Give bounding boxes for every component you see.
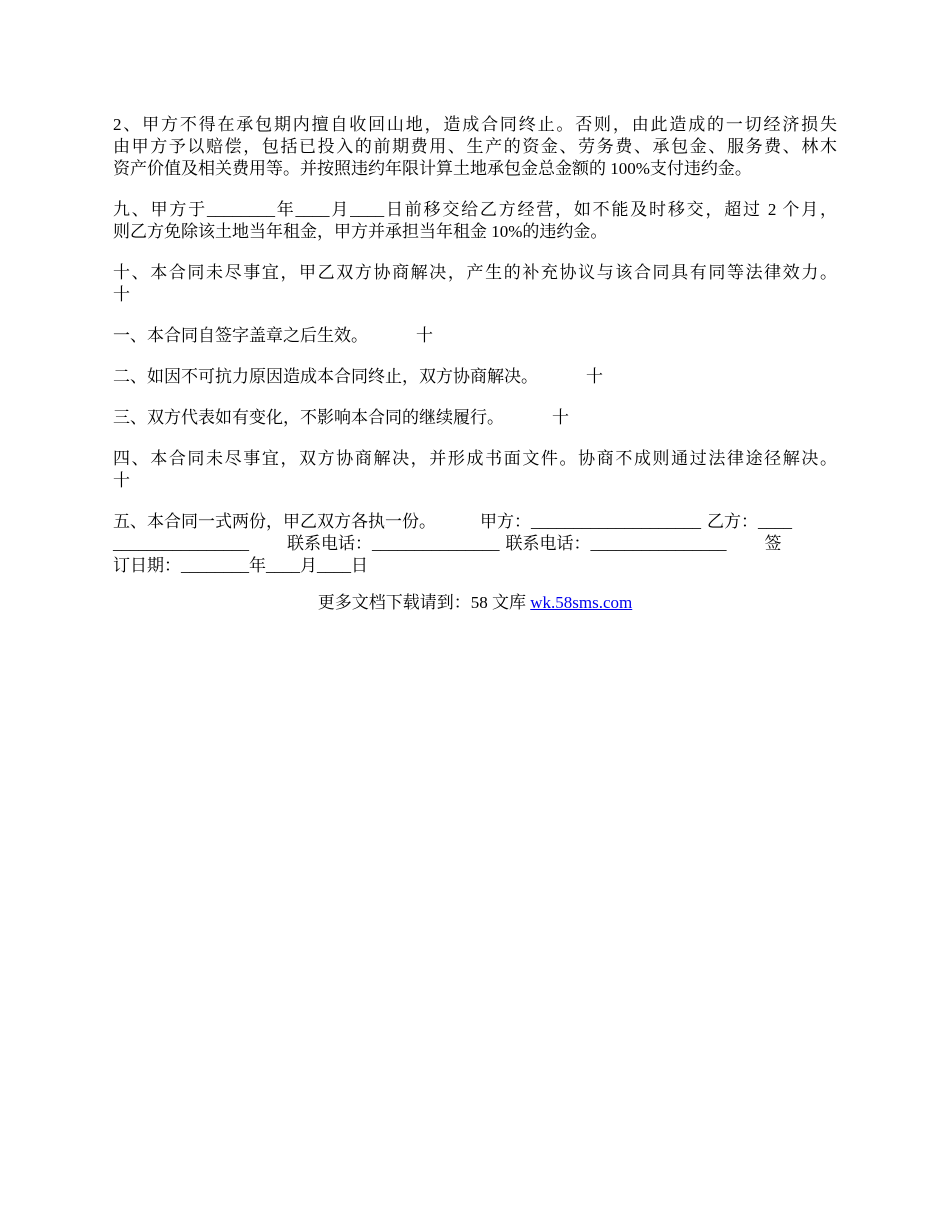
phone-b-label: 联系电话：________________ (505, 534, 727, 553)
clause-11-text: 一、本合同自签字盖章之后生效。 (113, 326, 368, 345)
clause-15-text: 五、本合同一式两份，甲乙双方各执一份。 (113, 512, 436, 531)
clause-2-line-3: 资产价值及相关费用等。并按照违约年限计算土地承包金总金额的 100%支付违约金。 (113, 159, 752, 178)
clause-10-marker: 十 (113, 285, 130, 304)
clause-15-paragraph (113, 511, 837, 577)
sign-label: 签 (764, 534, 782, 553)
clause-12-marker: 十 (586, 367, 603, 386)
party-b-blank: ________________ (113, 534, 249, 553)
clause-13-text: 三、双方代表如有变化，不影响本合同的继续履行。 (113, 408, 504, 427)
clause-11-paragraph (113, 325, 837, 347)
signing-date-line: 订日期：________年____月____日 (113, 556, 368, 575)
download-footer (0, 592, 950, 614)
clause-14-marker: 十 (113, 471, 130, 490)
clause-13-marker: 十 (552, 408, 569, 427)
clause-9-line-2: 则乙方免除该土地当年租金，甲方并承担当年租金 10%的违约金。 (113, 222, 608, 241)
document-body (113, 114, 837, 596)
phone-a-label: 联系电话：_______________ (287, 534, 500, 553)
clause-10-paragraph (113, 262, 837, 306)
clause-12-paragraph (113, 366, 837, 388)
clause-2-line-2: 由甲方予以赔偿，包括已投入的前期费用、生产的资金、劳务费、承包金、服务费、林木 (113, 137, 837, 156)
clause-9-paragraph (113, 199, 837, 243)
clause-2-line-1: 2、甲方不得在承包期内擅自收回山地，造成合同终止。否则，由此造成的一切经济损失 (113, 115, 837, 134)
footer-link[interactable]: wk.58sms.com (530, 593, 633, 612)
clause-15-line-2 (113, 533, 837, 555)
footer-text: 更多文档下载请到：58 文库 (317, 593, 531, 612)
clause-10-line-1: 十、本合同未尽事宜，甲乙双方协商解决，产生的补充协议与该合同具有同等法律效力。 (113, 263, 837, 282)
clause-13-paragraph (113, 407, 837, 429)
party-a-label: 甲方：____________________ (480, 512, 701, 531)
clause-12-text: 二、如因不可抗力原因造成本合同终止，双方协商解决。 (113, 367, 538, 386)
clause-15-line-1 (113, 511, 837, 533)
clause-2-paragraph (113, 114, 837, 180)
clause-14-line-1: 四、本合同未尽事宜，双方协商解决，并形成书面文件。协商不成则通过法律途径解决。 (113, 449, 837, 468)
clause-11-marker: 十 (416, 326, 433, 345)
party-b-label: 乙方：____ (707, 512, 792, 531)
clause-9-line-1: 九、甲方于________年____月____日前移交给乙方经营，如不能及时移交，超过 2 个月， (113, 200, 837, 219)
clause-14-paragraph (113, 448, 837, 492)
